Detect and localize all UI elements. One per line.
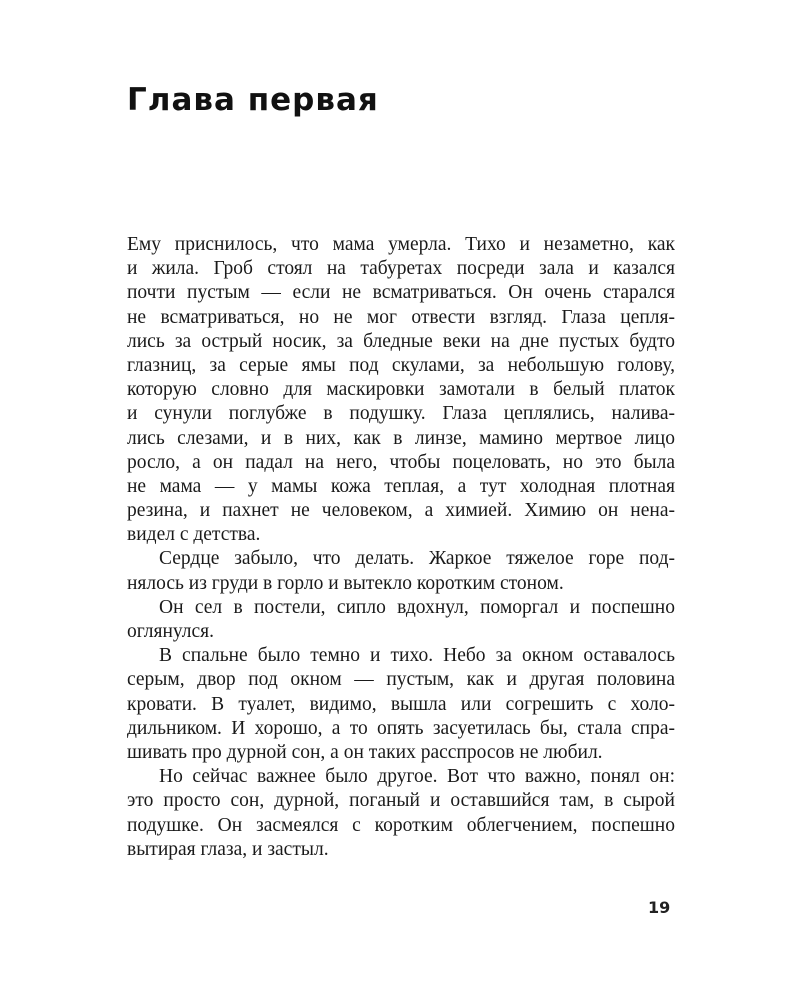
text-line: кровати. В туалет, видимо, вышла или согрешить с холо-	[127, 693, 675, 715]
text-line: серым, двор под окном — пустым, как и другая половина	[127, 669, 675, 691]
text-line: Он сел в постели, сипло вдохнул, поморгал и поспешно	[159, 596, 675, 618]
text-line: оглянулся.	[127, 621, 215, 642]
text-line: лись за острый носик, за бледные веки на дне пустых будто	[127, 330, 675, 352]
page-number: 19	[648, 898, 671, 917]
text-line: Сердце забыло, что делать. Жаркое тяжелое горе под-	[159, 548, 675, 570]
text-line: которую словно для маскировки замотали в белый платок	[127, 379, 675, 401]
text-line: не мама — у мамы кожа теплая, а тут холодная плотная	[127, 475, 675, 497]
text-line: это просто сон, дурной, поганый и оставшийся там, в сырой	[127, 790, 675, 812]
text-line: шивать про дурной сон, а он таких расспросов не любил.	[127, 741, 603, 763]
text-line: Но сейчас важнее было другое. Вот что важно, понял он:	[159, 766, 675, 788]
text-line: и жила. Гроб стоял на табуретах посреди зала и казался	[127, 258, 675, 280]
text-line: В спальне было темно и тихо. Небо за окном оставалось	[159, 645, 675, 667]
chapter-title: Глава первая	[127, 82, 379, 118]
body-text	[127, 233, 675, 862]
text-line: видел с детства.	[127, 524, 261, 546]
text-line: и сунули поглубже в подушку. Глаза цеплялись, налива-	[127, 403, 675, 425]
text-line: резина, и пахнет не человеком, а химией. Химию он нена-	[127, 500, 675, 522]
text-line: подушке. Он засмеялся с коротким облегчением, поспешно	[127, 814, 675, 836]
text-line: Ему приснилось, что мама умерла. Тихо и незаметно, как	[127, 234, 675, 255]
text-line: лись слезами, и в них, как в линзе, мамино мертвое лицо	[127, 427, 675, 449]
text-line: глазниц, за серые ямы под скулами, за небольшую голову,	[127, 354, 675, 376]
text-line: вытирая глаза, и застыл.	[127, 838, 329, 860]
text-line: не всматриваться, но не мог отвести взгляд. Глаза цепля-	[127, 306, 675, 328]
text-line: дильником. И хорошо, а то опять засуетилась бы, стала спра-	[127, 717, 675, 739]
text-line: росло, а он падал на него, чтобы поцеловать, но это была	[127, 451, 675, 473]
text-line: почти пустым — если не всматриваться. Он очень старался	[127, 282, 675, 304]
text-line: нялось из груди в горло и вытекло коротким стоном.	[127, 572, 564, 594]
